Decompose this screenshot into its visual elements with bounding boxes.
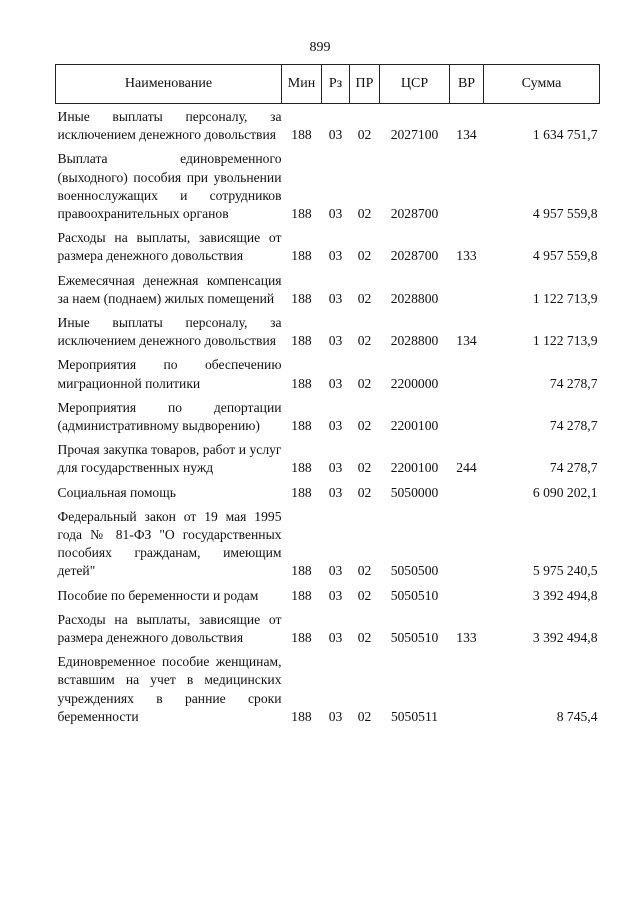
table-row — [56, 229, 600, 271]
row-min: 188 — [291, 460, 312, 476]
row-pr: 02 — [357, 248, 372, 264]
row-sum: 8 745,4 — [556, 708, 598, 724]
row-pr: 02 — [357, 333, 372, 349]
row-csr: 2028700 — [390, 206, 439, 222]
row-rz: 03 — [328, 127, 343, 143]
table-header-row — [56, 65, 600, 104]
table-body — [56, 104, 600, 733]
row-rz: 03 — [328, 375, 343, 391]
row-name: Федеральный закон от 19 мая 1995 года № 81-ФЗ "О государственных пособиях гражданам, имеющим детей" — [57, 508, 282, 579]
header-csr: ЦСР — [380, 65, 450, 104]
row-pr: 02 — [357, 206, 372, 222]
row-vr — [450, 150, 484, 229]
row-pr: 02 — [357, 460, 372, 476]
table-row — [56, 653, 600, 732]
row-csr: 5050510 — [390, 630, 439, 646]
header-pr: ПР — [350, 65, 380, 104]
row-pr: 02 — [357, 418, 372, 434]
header-name: Наименование — [56, 65, 282, 104]
table-row — [56, 441, 600, 483]
row-sum: 3 392 494,8 — [532, 630, 598, 646]
row-rz: 03 — [328, 333, 343, 349]
row-min: 188 — [291, 127, 312, 143]
table-row — [56, 104, 600, 151]
row-vr — [450, 272, 484, 314]
row-vr — [450, 508, 484, 587]
row-sum: 1 122 713,9 — [532, 290, 598, 306]
page-number: 899 — [309, 40, 331, 55]
row-sum: 74 278,7 — [549, 418, 598, 434]
row-pr: 02 — [357, 484, 372, 500]
row-pr: 02 — [357, 127, 372, 143]
table-row — [56, 150, 600, 229]
row-name: Ежемесячная денежная компенсация за наем (поднаем) жилых помещений — [57, 272, 282, 306]
row-name: Выплата единовременного (выходного) пособия при увольнении военнослужащих и сотрудников правоохранительных органов — [57, 151, 282, 222]
table-row — [56, 314, 600, 356]
row-name: Иные выплаты персоналу, за исключением денежного довольствия — [57, 315, 282, 349]
table-row — [56, 399, 600, 441]
row-min: 188 — [291, 375, 312, 391]
table-row — [56, 272, 600, 314]
row-vr: 134 — [456, 127, 477, 143]
row-pr: 02 — [357, 290, 372, 306]
row-sum: 4 957 559,8 — [532, 206, 598, 222]
row-name: Расходы на выплаты, зависящие от размера денежного довольствия — [57, 611, 282, 646]
row-name: Прочая закупка товаров, работ и услуг для государственных нужд — [57, 442, 282, 476]
row-min: 188 — [291, 333, 312, 349]
row-vr: 133 — [456, 630, 477, 646]
row-min: 188 — [291, 630, 312, 646]
budget-table — [55, 64, 600, 732]
row-vr — [450, 653, 484, 732]
row-min: 188 — [291, 248, 312, 264]
header-sum: Сумма — [484, 65, 600, 104]
table-row — [56, 508, 600, 587]
row-rz: 03 — [328, 563, 343, 579]
row-csr: 5050500 — [390, 563, 439, 579]
row-sum: 1 634 751,7 — [532, 127, 598, 143]
row-min: 188 — [291, 418, 312, 434]
row-vr: 244 — [456, 460, 477, 476]
row-vr — [450, 399, 484, 441]
row-csr: 2200100 — [390, 460, 439, 476]
row-rz: 03 — [328, 708, 343, 724]
row-sum: 74 278,7 — [549, 375, 598, 391]
row-min: 188 — [291, 708, 312, 724]
row-name: Мероприятия по обеспечению миграционной политики — [57, 357, 282, 391]
row-vr: 134 — [456, 333, 477, 349]
row-rz: 03 — [328, 484, 343, 500]
row-rz: 03 — [328, 206, 343, 222]
row-name: Иные выплаты персоналу, за исключением денежного довольствия — [57, 109, 282, 143]
row-csr: 2200000 — [390, 375, 439, 391]
row-csr: 2028800 — [390, 290, 439, 306]
row-vr — [450, 587, 484, 611]
row-sum: 5 975 240,5 — [532, 563, 598, 579]
row-rz: 03 — [328, 630, 343, 646]
row-name: Единовременное пособие женщинам, вставшим на учет в медицинских учреждениях в ранние сроки беременности — [57, 654, 282, 724]
row-csr: 5050510 — [390, 587, 439, 603]
row-vr: 133 — [456, 248, 477, 264]
header-vr: ВР — [450, 65, 484, 104]
row-min: 188 — [291, 587, 312, 603]
row-name: Социальная помощь — [57, 484, 176, 500]
row-sum: 3 392 494,8 — [532, 587, 598, 603]
row-pr: 02 — [357, 563, 372, 579]
row-vr — [450, 484, 484, 508]
row-sum: 1 122 713,9 — [532, 333, 598, 349]
row-csr: 2027100 — [390, 127, 439, 143]
row-rz: 03 — [328, 290, 343, 306]
row-min: 188 — [291, 563, 312, 579]
row-name: Пособие по беременности и родам — [57, 587, 259, 603]
row-min: 188 — [291, 290, 312, 306]
row-pr: 02 — [357, 375, 372, 391]
row-pr: 02 — [357, 630, 372, 646]
row-csr: 2028700 — [390, 248, 439, 264]
table-row — [56, 587, 600, 611]
row-min: 188 — [291, 206, 312, 222]
header-rz: Рз — [322, 65, 350, 104]
row-csr: 5050000 — [390, 484, 439, 500]
table-row — [56, 484, 600, 508]
row-rz: 03 — [328, 248, 343, 264]
row-pr: 02 — [357, 587, 372, 603]
row-name: Мероприятия по депортации (административному выдворению) — [57, 399, 282, 434]
row-vr — [450, 356, 484, 398]
row-pr: 02 — [357, 708, 372, 724]
row-sum: 4 957 559,8 — [532, 248, 598, 264]
row-name: Расходы на выплаты, зависящие от размера денежного довольствия — [57, 230, 282, 264]
row-rz: 03 — [328, 460, 343, 476]
row-min: 188 — [291, 484, 312, 500]
row-rz: 03 — [328, 587, 343, 603]
row-csr: 5050511 — [390, 708, 439, 724]
table-row — [56, 611, 600, 653]
row-rz: 03 — [328, 418, 343, 434]
row-csr: 2200100 — [390, 418, 439, 434]
row-sum: 6 090 202,1 — [532, 484, 598, 500]
row-sum: 74 278,7 — [549, 460, 598, 476]
table-row — [56, 356, 600, 398]
header-min: Мин — [282, 65, 322, 104]
row-csr: 2028800 — [390, 333, 439, 349]
